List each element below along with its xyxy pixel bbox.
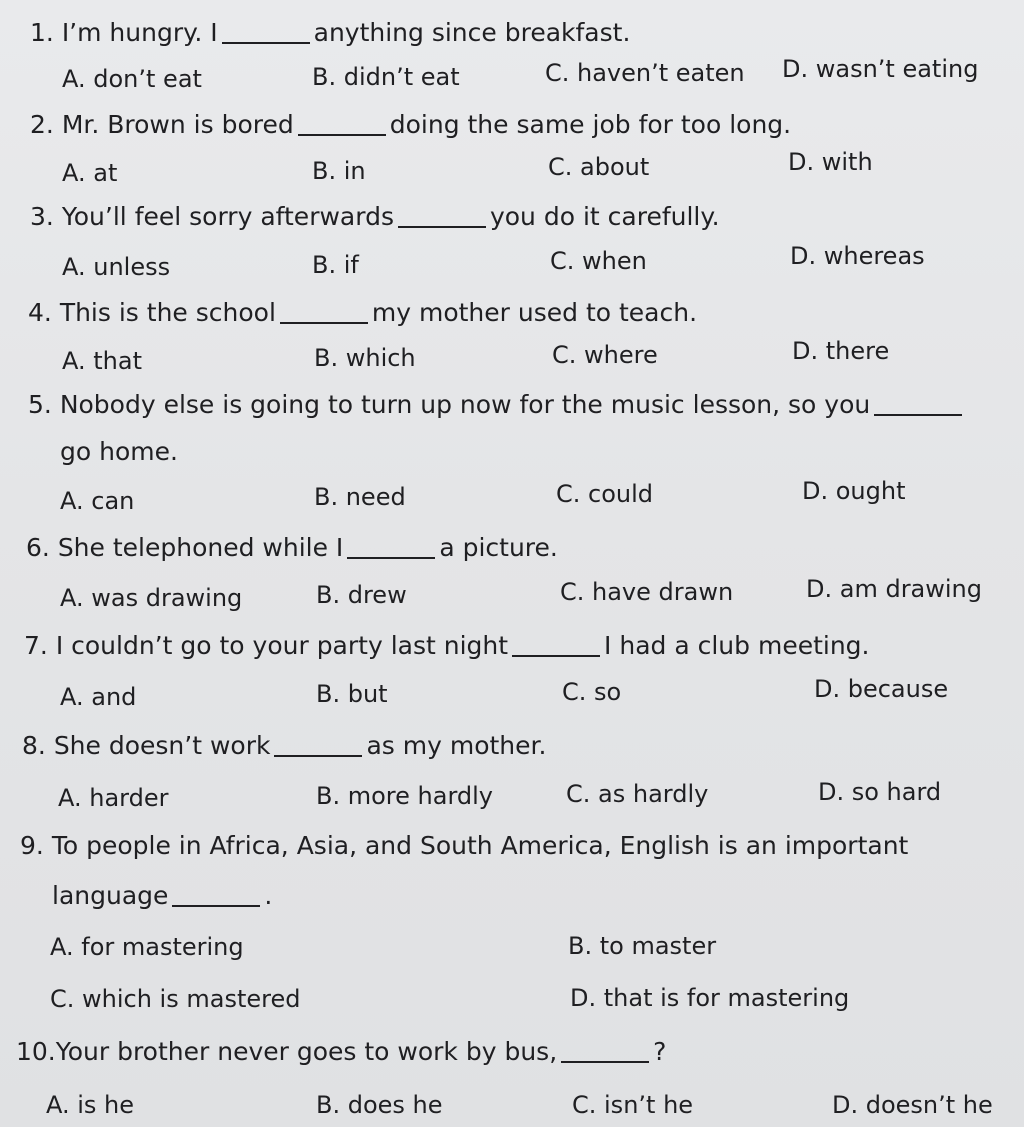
option-a[interactable]: A. for mastering <box>50 933 244 961</box>
option-d[interactable]: D. because <box>814 675 949 703</box>
question-number: 4. <box>28 298 52 327</box>
option-c[interactable]: C. as hardly <box>566 780 709 808</box>
option-a[interactable]: A. don’t eat <box>62 65 202 93</box>
option-b[interactable]: B. does he <box>316 1091 443 1119</box>
option-d[interactable]: D. am drawing <box>806 575 983 603</box>
stem-text: She telephoned while I <box>57 533 344 562</box>
stem-text: I couldn’t go to your party last night <box>55 631 509 660</box>
stem-text: language <box>52 881 169 910</box>
option-d[interactable]: D. there <box>792 337 890 365</box>
option-b[interactable]: B. drew <box>316 581 407 609</box>
question-stem <box>30 18 630 48</box>
option-c[interactable]: C. have drawn <box>560 578 734 606</box>
stem-text: doing the same job for too long. <box>389 110 792 139</box>
option-b[interactable]: B. which <box>314 344 416 372</box>
stem-text: . <box>264 881 273 910</box>
stem-text-line-2 <box>52 881 272 911</box>
answer-blank[interactable] <box>172 905 260 907</box>
option-a[interactable]: A. unless <box>62 253 171 281</box>
question-stem <box>28 390 966 420</box>
stem-text: you do it carefully. <box>489 202 720 231</box>
question-stem <box>16 1037 666 1067</box>
option-b[interactable]: B. to master <box>568 932 717 960</box>
option-b[interactable]: B. more hardly <box>316 782 493 810</box>
option-a[interactable]: A. was drawing <box>60 584 243 612</box>
option-d[interactable]: D. that is for mastering <box>570 984 850 1012</box>
question-stem <box>20 831 908 861</box>
answer-blank[interactable] <box>347 557 435 559</box>
option-c[interactable]: C. when <box>550 247 647 275</box>
stem-text: I’m hungry. I <box>61 18 218 47</box>
stem-text: Your brother never goes to work by bus, <box>55 1037 558 1066</box>
option-a[interactable]: A. that <box>62 347 142 375</box>
question-stem <box>24 631 870 661</box>
option-d[interactable]: D. wasn’t eating <box>782 55 979 83</box>
answer-blank[interactable] <box>512 655 600 657</box>
question-stem <box>30 110 791 140</box>
question-number: 9. <box>20 831 44 860</box>
stem-text: ? <box>653 1037 667 1066</box>
answer-blank[interactable] <box>874 414 962 416</box>
question-number: 7. <box>24 631 48 660</box>
stem-text: anything since breakfast. <box>313 18 631 47</box>
option-b[interactable]: B. didn’t eat <box>312 63 460 91</box>
question-number: 2. <box>30 110 54 139</box>
answer-blank[interactable] <box>298 134 386 136</box>
answer-blank[interactable] <box>398 226 486 228</box>
question-number: 5. <box>28 390 52 419</box>
option-c[interactable]: C. isn’t he <box>572 1091 694 1119</box>
stem-text: Mr. Brown is bored <box>61 110 294 139</box>
question-stem <box>22 731 546 761</box>
stem-text: I had a club meeting. <box>604 631 870 660</box>
question-number: 3. <box>30 202 54 231</box>
answer-blank[interactable] <box>222 42 310 44</box>
option-d[interactable]: D. whereas <box>790 242 925 270</box>
answer-blank[interactable] <box>561 1061 649 1063</box>
option-b[interactable]: B. but <box>316 680 388 708</box>
question-number: 8. <box>22 731 46 760</box>
answer-blank[interactable] <box>274 755 362 757</box>
option-c[interactable]: C. could <box>556 480 654 508</box>
question-stem <box>28 298 697 328</box>
stem-text: To people in Africa, Asia, and South America, English is an important <box>51 831 909 860</box>
question-number: 1. <box>30 18 54 47</box>
option-c[interactable]: C. which is mastered <box>50 985 301 1013</box>
stem-text-line-2: go home. <box>60 437 178 466</box>
option-a[interactable]: A. can <box>60 487 135 515</box>
stem-text: This is the school <box>59 298 276 327</box>
option-a[interactable]: A. harder <box>58 784 169 812</box>
stem-text: a picture. <box>439 533 558 562</box>
option-c[interactable]: C. where <box>552 341 658 369</box>
stem-text: as my mother. <box>366 731 547 760</box>
option-a[interactable]: A. and <box>60 683 137 711</box>
question-number: 10. <box>16 1037 56 1066</box>
option-b[interactable]: B. need <box>314 483 406 511</box>
option-b[interactable]: B. in <box>312 157 366 185</box>
stem-text: my mother used to teach. <box>371 298 698 327</box>
option-c[interactable]: C. so <box>562 678 622 706</box>
answer-blank[interactable] <box>280 322 368 324</box>
option-d[interactable]: D. ought <box>802 477 906 505</box>
option-c[interactable]: C. about <box>548 153 650 181</box>
stem-text: She doesn’t work <box>53 731 271 760</box>
option-d[interactable]: D. doesn’t he <box>832 1091 993 1119</box>
option-c[interactable]: C. haven’t eaten <box>545 59 745 87</box>
option-a[interactable]: A. is he <box>46 1091 135 1119</box>
question-stem <box>26 533 558 563</box>
stem-text: You’ll feel sorry afterwards <box>61 202 394 231</box>
option-d[interactable]: D. so hard <box>818 778 942 806</box>
question-number: 6. <box>26 533 50 562</box>
option-b[interactable]: B. if <box>312 251 359 279</box>
option-a[interactable]: A. at <box>62 159 118 187</box>
option-d[interactable]: D. with <box>788 148 873 176</box>
question-stem <box>30 202 720 232</box>
stem-text: Nobody else is going to turn up now for the music lesson, so you <box>59 390 871 419</box>
